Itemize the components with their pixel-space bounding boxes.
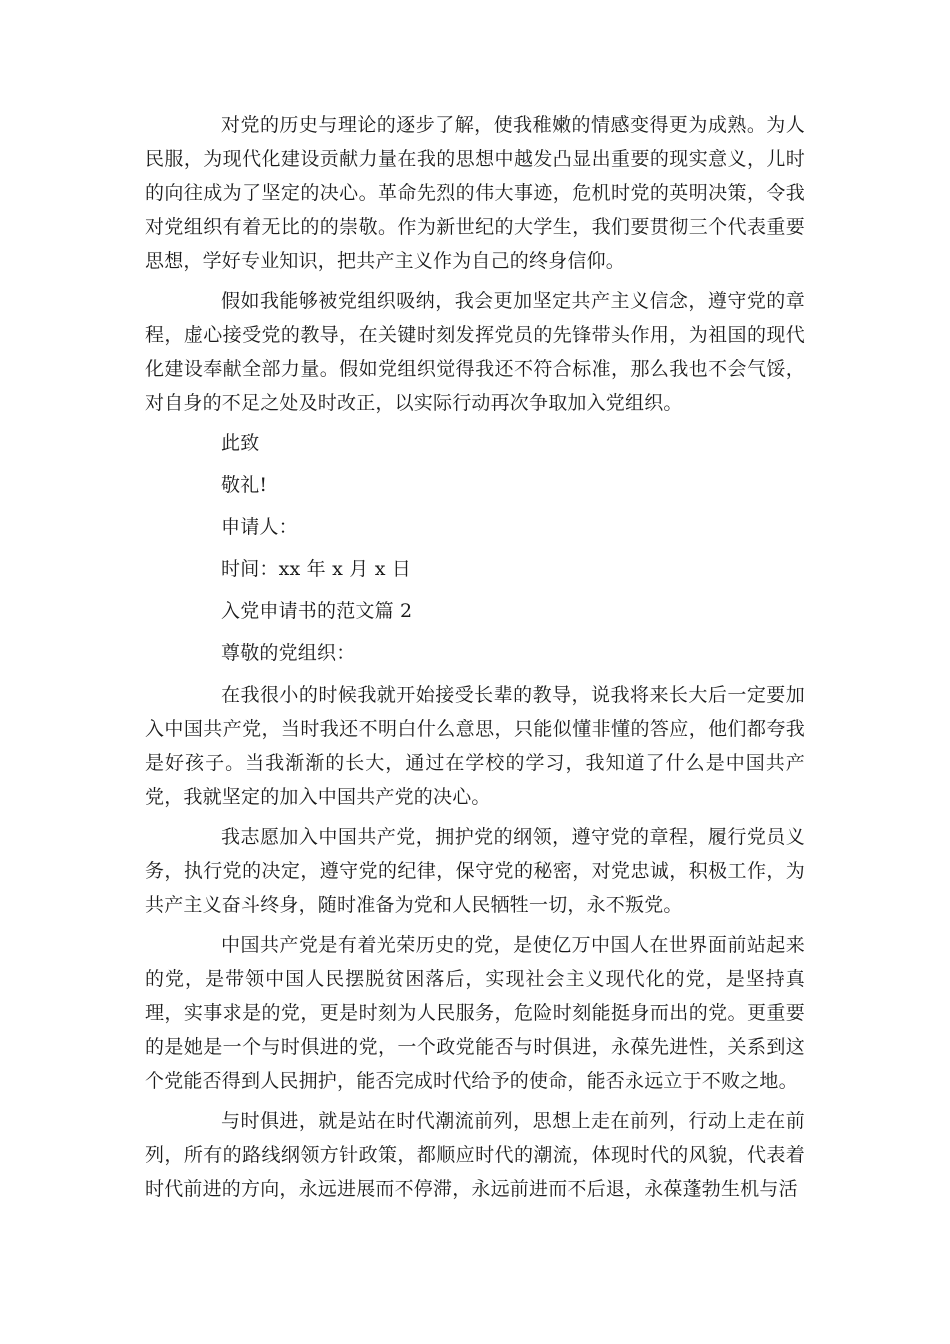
body-paragraph: 对党的历史与理论的逐步了解，使我稚嫩的情感变得更为成熟。为人民服，为现代化建设贡献力量在我的思想中越发凸显出重要的现实意义，儿时的向往成为了坚定的决心。革命先烈的伟大事迹，危机时党的英明决策，令我对党组织有着无比的的崇敬。作为新世纪的大学生，我们要贯彻三个代表重要思想，学好专业知识，把共产主义作为自己的终身信仰。 bbox=[145, 114, 805, 272]
body-paragraph: 假如我能够被党组织吸纳，我会更加坚定共产主义信念，遵守党的章程，虚心接受党的教导，在关键时刻发挥党员的先锋带头作用，为祖国的现代化建设奉献全部力量。假如党组织觉得我还不符合标准，那么我也不会气馁，对自身的不足之处及时改正，以实际行动再次争取加入党组织。 bbox=[145, 290, 805, 414]
applicant-line: 申请人： bbox=[221, 516, 298, 538]
date-line: 时间：xx 年 x 月 x 日 bbox=[221, 558, 412, 580]
body-paragraph: 中国共产党是有着光荣历史的党，是使亿万中国人在世界面前站起来的党，是带领中国人民摆脱贫困落后，实现社会主义现代化的党，是坚持真理，实事求是的党，更是时刻为人民服务，危险时刻能挺身而出的党。更重要的是她是一个与时俱进的党，一个政党能否与时俱进，永葆先进性，关系到这个党能否得到人民拥护，能否完成时代给予的使命，能否永远立于不败之地。 bbox=[145, 934, 805, 1092]
closing-regards: 敬礼! bbox=[221, 474, 268, 496]
closing-salutation: 此致 bbox=[221, 432, 260, 454]
document-page bbox=[145, 108, 805, 1212]
body-paragraph: 在我很小的时候我就开始接受长辈的教导，说我将来长大后一定要加入中国共产党，当时我还不明白什么意思，只能似懂非懂的答应，他们都夸我是好孩子。当我渐渐的长大，通过在学校的学习，我知道了什么是中国共产党，我就坚定的加入中国共产党的决心。 bbox=[145, 684, 805, 808]
body-paragraph: 与时俱进，就是站在时代潮流前列，思想上走在前列，行动上走在前列，所有的路线纲领方针政策，都顺应时代的潮流，体现时代的风貌，代表着时代前进的方向，永远进展而不停滞，永远前进而不后退，永葆蓬勃生机与活 bbox=[145, 1110, 805, 1200]
greeting-line: 尊敬的党组织： bbox=[221, 642, 356, 664]
section-title: 入党申请书的范文篇 2 bbox=[221, 600, 413, 622]
body-paragraph: 我志愿加入中国共产党，拥护党的纲领，遵守党的章程，履行党员义务，执行党的决定，遵守党的纪律，保守党的秘密，对党忠诚，积极工作，为共产主义奋斗终身，随时准备为党和人民牺牲一切，永不叛党。 bbox=[145, 826, 805, 916]
